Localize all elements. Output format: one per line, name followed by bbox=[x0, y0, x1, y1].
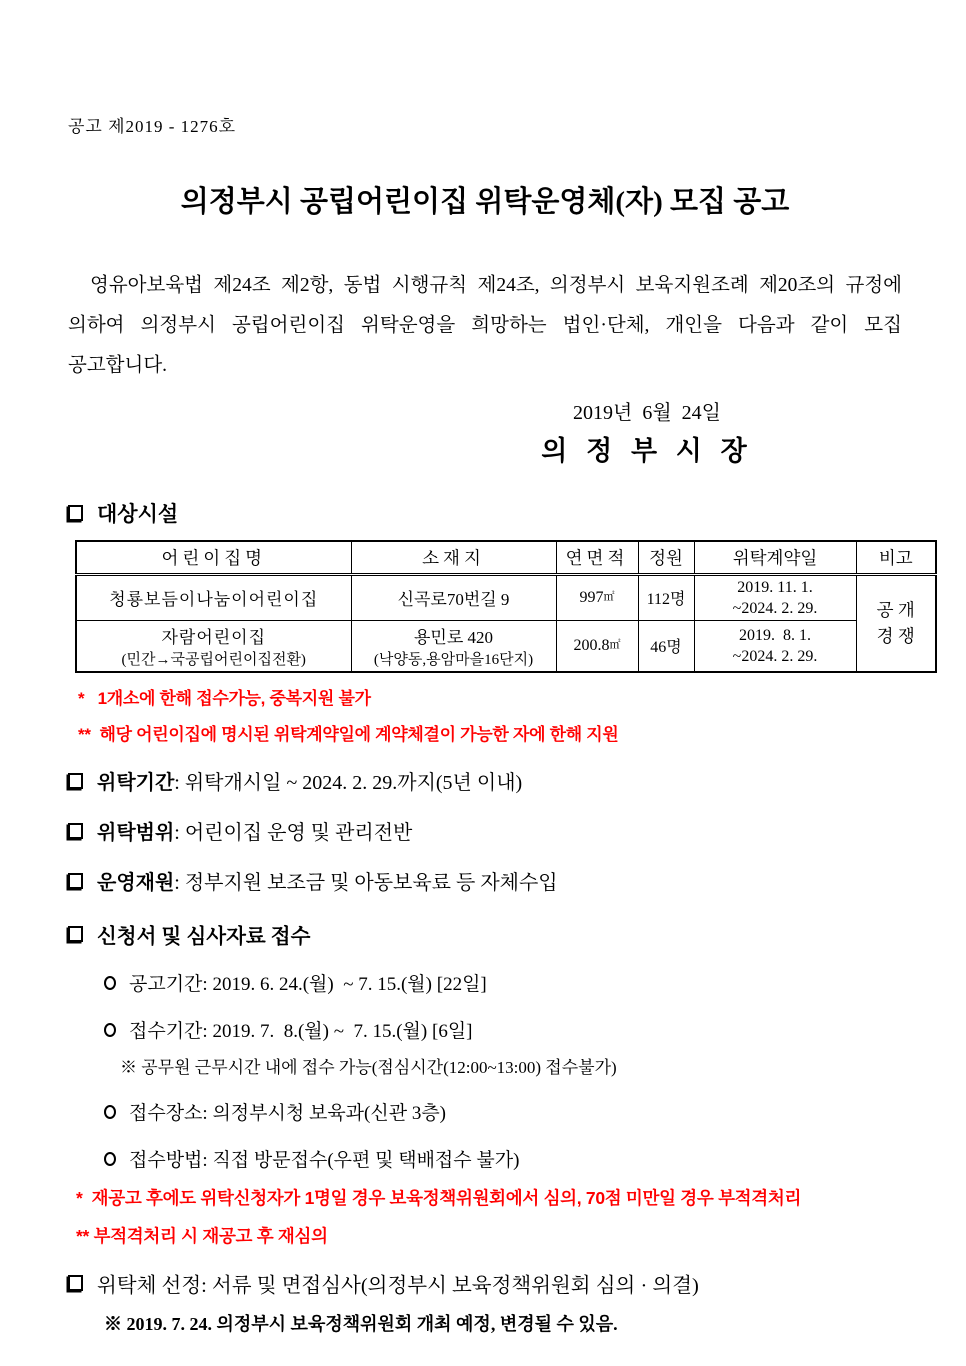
square-bullet-icon bbox=[68, 926, 83, 942]
document-title: 의정부시 공립어린이집 위탁운영체(자) 모집 공고 bbox=[180, 186, 790, 218]
circle-bullet-icon bbox=[104, 976, 116, 990]
term-label: 위탁범위 bbox=[97, 822, 175, 844]
table-row bbox=[76, 574, 936, 620]
circle-bullet-icon bbox=[104, 1152, 116, 1166]
cell-area: 200.8㎡ bbox=[556, 620, 638, 672]
square-bullet-icon bbox=[68, 873, 83, 889]
notice-date: 2019년 6월 24일 bbox=[573, 402, 721, 424]
sub-item-apply-period: 접수기간: 2019. 7. 8.(월) ~ 7. 15.(월) [6일] bbox=[104, 1016, 902, 1043]
square-bullet-icon bbox=[68, 1275, 83, 1291]
red-warning-note: ** 부적격처리 시 재공고 후 재심의 bbox=[76, 1226, 328, 1246]
square-bullet-icon bbox=[68, 773, 83, 789]
term-text: : 위탁개시일 ~ 2024. 2. 29.까지(5년 이내) bbox=[174, 772, 523, 794]
term-label: 위탁기간 bbox=[97, 772, 175, 794]
facility-heading-label: 대상시설 bbox=[97, 502, 179, 526]
header-area: 연면적 bbox=[556, 541, 638, 574]
table-row bbox=[76, 620, 936, 672]
notice-number: 공고 제2019 - 1276호 bbox=[68, 117, 237, 136]
square-bullet-icon bbox=[68, 823, 83, 839]
signer-title: 의 정 부 시 장 bbox=[541, 436, 753, 466]
cell-contract-period: 2019. 8. 1. ~2024. 2. 29. bbox=[694, 620, 856, 672]
cell-capacity: 46명 bbox=[638, 620, 694, 672]
cell-facility-name: 자람어린이집 (민간→국공립어린이집전환) bbox=[76, 620, 351, 672]
selection-item: 위탁체 선정: 서류 및 면접심사(의정부시 보육정책위원회 심의 · 의결) bbox=[68, 1268, 902, 1298]
area-unit: ㎡ bbox=[603, 591, 615, 603]
term-label: 운영재원 bbox=[97, 872, 175, 894]
cell-area: 997㎡ bbox=[556, 574, 638, 620]
section-heading-facility bbox=[68, 498, 902, 528]
section-heading-reception bbox=[68, 919, 902, 949]
circle-bullet-icon bbox=[104, 1105, 116, 1119]
facility-table bbox=[75, 540, 937, 673]
red-warning-note: ** 해당 어린이집에 명시된 위탁계약일에 계약체결이 가능한 자에 한해 지원 bbox=[78, 725, 619, 744]
header-remark: 비고 bbox=[856, 541, 936, 574]
area-unit: ㎡ bbox=[609, 639, 621, 652]
cell-address: 용민로 420 (낙양동,용암마을16단지) bbox=[351, 620, 556, 672]
cell-contract-period: 2019. 11. 1. ~2024. 2. 29. bbox=[694, 574, 856, 620]
sub-item-apply-place: 접수장소: 의정부시청 보육과(신관 3층) bbox=[104, 1098, 902, 1125]
header-address: 소재지 bbox=[351, 541, 556, 574]
square-bullet-icon bbox=[68, 505, 83, 521]
office-hours-note: ※ 공무원 근무시간 내에 접수 가능(점심시간(12:00~13:00) 접수불가) bbox=[120, 1058, 617, 1077]
term-item-finance bbox=[68, 866, 902, 895]
header-name: 어린이집명 bbox=[76, 541, 351, 574]
reception-heading-label: 신청서 및 심사자료 접수 bbox=[97, 926, 311, 948]
sub-item-apply-method: 접수방법: 직접 방문접수(우편 및 택배접수 불가) bbox=[104, 1145, 902, 1172]
term-item-period bbox=[68, 766, 902, 795]
term-text: : 정부지원 보조금 및 아동보육료 등 자체수입 bbox=[174, 872, 558, 894]
selection-note: ※ 2019. 7. 24. 의정부시 보육정책위원회 개최 예정, 변경될 수 있음. bbox=[104, 1314, 618, 1334]
red-warning-note: * 1개소에 한해 접수가능, 중복지원 불가 bbox=[78, 689, 371, 708]
circle-bullet-icon bbox=[104, 1023, 116, 1037]
header-contract-date: 위탁계약일 bbox=[694, 541, 856, 574]
term-text: : 어린이집 운영 및 관리전반 bbox=[174, 822, 413, 844]
cell-address: 신곡로70번길 9 bbox=[351, 574, 556, 620]
table-header-row bbox=[76, 541, 936, 574]
header-capacity: 정원 bbox=[638, 541, 694, 574]
cell-remark-merged: 공 개 경 쟁 bbox=[856, 574, 936, 672]
cell-facility-name: 청룡보듬이나눔이어린이집 bbox=[76, 574, 351, 620]
cell-capacity: 112명 bbox=[638, 574, 694, 620]
intro-paragraph: 영유아보육법 제24조 제2항, 동법 시행규칙 제24조, 의정부시 보육지원조례 제20조의 규정에 의하여 의정부시 공립어린이집 위탁운영을 희망하는 법인·단체, 개인을 다음과 같이 모집 공고합니다. bbox=[68, 275, 902, 376]
red-warning-note: * 재공고 후에도 위탁신청자가 1명일 경우 보육정책위원회에서 심의, 70점 미만일 경우 부적격처리 bbox=[76, 1188, 802, 1208]
term-item-scope bbox=[68, 816, 902, 845]
sub-item-notice-period: 공고기간: 2019. 6. 24.(월) ~ 7. 15.(월) [22일] bbox=[104, 969, 902, 996]
